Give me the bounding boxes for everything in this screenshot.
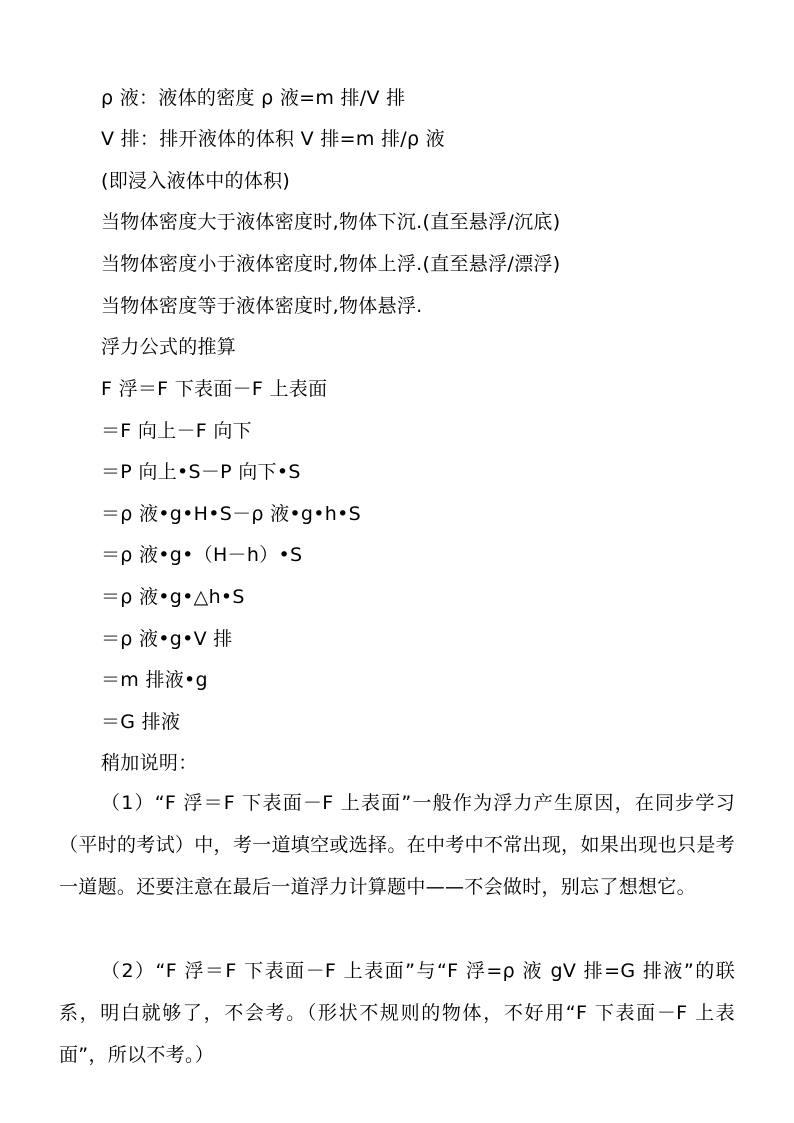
explanation-paragraph: （1）“F 浮＝F 下表面－F 上表面”一般作为浮力产生原因，在同步学习（平时的考试）中，考一道填空或选择。在中考中不常出现，如果出现也只是考一道题。还要注意在最后一道浮力计算题中——不会做时，别忘了想想它。 — [59, 792, 735, 898]
text-line: ρ 液：液体的密度 ρ 液=m 排/V 排 — [101, 87, 406, 109]
section-heading: 浮力公式的推算 — [101, 336, 237, 358]
formula-line: ＝ρ 液•g•△h•S — [101, 586, 245, 608]
formula-line: ＝P 向上•S－P 向下•S — [101, 461, 301, 483]
formula-line: F 浮＝F 下表面－F 上表面 — [101, 378, 328, 400]
text-line: 当物体密度等于液体密度时,物体悬浮. — [101, 295, 423, 317]
formula-line: ＝ρ 液•g•（H－h）•S — [101, 544, 303, 566]
text-line: 当物体密度小于液体密度时,物体上浮.(直至悬浮/漂浮) — [101, 253, 561, 275]
text-line: 当物体密度大于液体密度时,物体下沉.(直至悬浮/沉底) — [101, 211, 561, 233]
text-line: V 排：排开液体的体积 V 排=m 排/ρ 液 — [101, 128, 445, 150]
formula-line: ＝G 排液 — [101, 711, 181, 733]
formula-line: ＝ρ 液•g•H•S－ρ 液•g•h•S — [101, 503, 362, 525]
formula-line: ＝F 向上－F 向下 — [101, 420, 252, 442]
formula-line: ＝m 排液•g — [101, 669, 208, 691]
explanation-paragraph: （2）“F 浮＝F 下表面－F 上表面”与“F 浮=ρ 液 gV 排=G 排液”的联系，明白就够了，不会考。（形状不规则的物体，不好用“F 下表面－F 上表面”，所以不考。） — [59, 960, 735, 1066]
section-heading: 稍加说明： — [101, 752, 198, 774]
formula-line: ＝ρ 液•g•V 排 — [101, 628, 233, 650]
text-line: (即浸入液体中的体积) — [101, 170, 291, 192]
